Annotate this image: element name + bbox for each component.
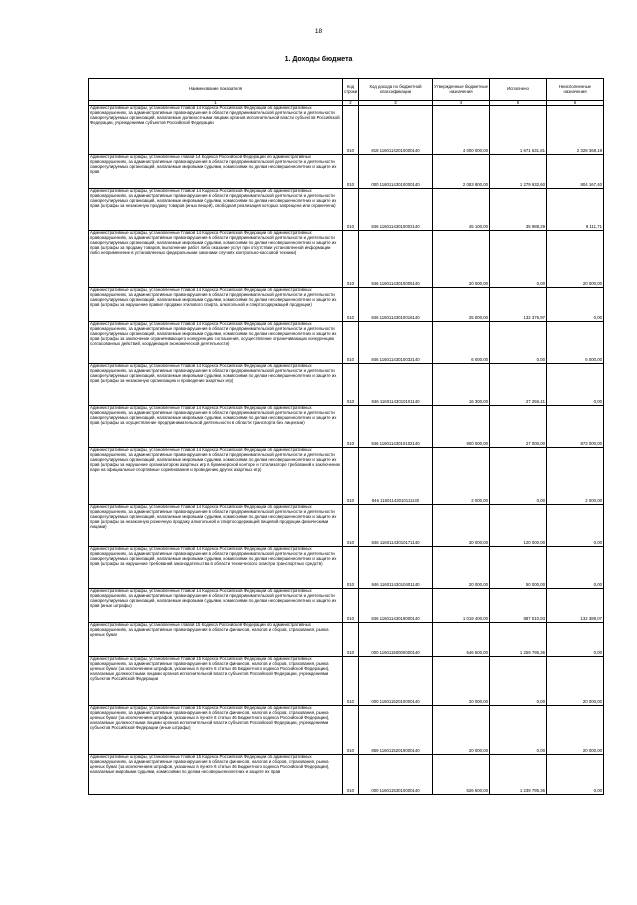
row-approved: 20 000,00 (433, 706, 490, 755)
row-executed: 0,00 (490, 448, 547, 505)
row-executed: 120 000,00 (490, 505, 547, 547)
table-row (89, 589, 604, 623)
row-executed: 887 010,93 (490, 589, 547, 623)
row-income-code: 846 11601143010102140 (359, 406, 433, 448)
row-name: Административные штрафы, установленные Главой 15 Кодекса Российской Федерации об административных правонарушениях, за административные правонарушения в области финансов, налогов и сборов, страхования, рынка ценных бумаг (за исключением штрафов, указанных в пункте 6 статьи 46 Бюджетного кодекса Российской Федерации), налагаемые должностными лицами органов исполнительной власти субъектов Российской Федерации, учреждениями субъектов Российской Федерации (иные штрафы) (89, 706, 343, 755)
row-line-code: 010 (343, 448, 359, 505)
row-line-code: 010 (343, 547, 359, 589)
row-income-code: 846 11601143010101140 (359, 364, 433, 406)
row-unexecuted: 9 111,71 (547, 189, 604, 231)
row-line-code: 010 (343, 322, 359, 364)
row-income-code: 846 11601143010111140 (359, 448, 433, 505)
row-executed: 132 376,97 (490, 288, 547, 322)
row-line-code: 010 (343, 755, 359, 795)
table-row (89, 448, 604, 505)
row-line-code: 010 (343, 155, 359, 189)
row-name: Административные штрафы, установленные Главой 14 Кодекса Российской Федерации об административных правонарушениях, за административные правонарушения в области предпринимательской деятельности и деятельности саморегулируемых организаций, налагаемые мировыми судьями, комиссиями по делам несовершеннолетних и защите их прав (штрафы за осуществление предпринимательской деятельности в области транспорта без лицензии) (89, 406, 343, 448)
header-line-code: Код строки (343, 79, 359, 101)
row-unexecuted: 20 000,00 (547, 706, 604, 755)
row-executed: 50 000,00 (490, 547, 547, 589)
row-name: Административные штрафы, установленные Главой 15 Кодекса Российской Федерации об административных правонарушениях, за административные правонарушения в области финансов, налогов и сборов, страхования, рынка ценных бумаг (за исключением штрафов, указанных в пункте 6 статьи 46 Бюджетного кодекса Российской Федерации), налагаемые должностными лицами органов исполнительной власти субъектов Российской Федерации, учреждениями субъектов Российской Федерации (89, 657, 343, 706)
row-executed: 27 256,41 (490, 364, 547, 406)
column-number: 4 (433, 101, 490, 106)
table-row (89, 755, 604, 795)
header-name: Наименование показателя (89, 79, 343, 101)
header-approved: Утвержденные бюджетные назначения (433, 79, 490, 101)
row-line-code: 010 (343, 657, 359, 706)
row-unexecuted: 0,00 (547, 755, 604, 795)
row-income-code: 000 11601153010000140 (359, 755, 433, 795)
row-approved: 30 000,00 (433, 505, 490, 547)
table-row (89, 706, 604, 755)
table-row (89, 505, 604, 547)
table-row (89, 322, 604, 364)
row-executed: 1 259 795,36 (490, 623, 547, 657)
page-number: 18 (314, 28, 323, 35)
row-executed: 1 671 631,81 (490, 106, 547, 155)
header-income-code: Код дохода по бюджетной классификации (359, 79, 433, 101)
row-approved: 2 083 800,00 (433, 155, 490, 189)
row-approved: 6 000,00 (433, 322, 490, 364)
row-line-code: 010 (343, 106, 359, 155)
row-unexecuted: 804 167,40 (547, 155, 604, 189)
table-row (89, 288, 604, 322)
row-approved: 45 100,00 (433, 189, 490, 231)
row-name: Административные штрафы, установленные Главой 14 Кодекса Российской Федерации об административных правонарушениях, за административные правонарушения в области предпринимательской деятельности и деятельности саморегулируемых организаций, налагаемые мировыми судьями, комиссиями по делам несовершеннолетних и защите их прав (штрафы за нарушение организатором азартных игр в букмекерской конторе и тотализаторе требований к заключению пари на официальные спортивные соревнования и проведению других азартных игр) (89, 448, 343, 505)
row-name: Административные штрафы, установленные Главой 14 Кодекса Российской Федерации об административных правонарушениях, за административные правонарушения в области предпринимательской деятельности и деятельности саморегулируемых организаций, налагаемые мировыми судьями, комиссиями по делам несовершеннолетних и защите их прав (штрафы за нарушение требований законодательства в области технического осмотра транспортных средств) (89, 547, 343, 589)
table-row (89, 364, 604, 406)
row-executed: 1 239 795,36 (490, 755, 547, 795)
row-unexecuted: 2 000,00 (547, 448, 604, 505)
row-executed: 27 000,00 (490, 406, 547, 448)
row-unexecuted: 0,00 (547, 505, 604, 547)
row-income-code: 000 11601150000000140 (359, 623, 433, 657)
row-approved: 900 000,00 (433, 406, 490, 448)
row-income-code: 846 11601143010005140 (359, 231, 433, 288)
row-name: Административные штрафы, установленные Главой 14 Кодекса Российской Федерации об административных правонарушениях, за административные правонарушения в области предпринимательской деятельности и деятельности саморегулируемых организаций, налагаемые мировыми судьями, комиссиями по делам несовершеннолетних и защите их прав (иные штрафы) (89, 589, 343, 623)
section-title: 1. Доходы бюджета (284, 56, 353, 63)
row-unexecuted: 20 000,00 (547, 231, 604, 288)
row-executed: 0,00 (490, 657, 547, 706)
row-approved: 1 019 400,00 (433, 589, 490, 623)
row-unexecuted: 0,00 (547, 364, 604, 406)
row-approved: 2 000,00 (433, 448, 490, 505)
row-name: Административные штрафы, установленные Главой 14 Кодекса Российской Федерации об административных правонарушениях, за административные правонарушения в области предпринимательской деятельности и деятельности саморегулируемых организаций, налагаемые мировыми судьями, комиссиями по делам несовершеннолетних и защите их прав (штрафы за незаконную продажу товаров (иных вещей), свободная реализация которых запрещена или ограничена) (89, 189, 343, 231)
row-income-code: 846 11601143010002140 (359, 189, 433, 231)
table-row (89, 406, 604, 448)
row-approved: 20 000,00 (433, 231, 490, 288)
table-row (89, 623, 604, 657)
row-unexecuted: 20 000,00 (547, 657, 604, 706)
row-income-code: 818 11601142010000140 (359, 106, 433, 155)
row-income-code: 846 11601143010032140 (359, 322, 433, 364)
row-approved: 546 600,00 (433, 623, 490, 657)
row-income-code: 000 11601152010000140 (359, 657, 433, 706)
row-line-code: 010 (343, 706, 359, 755)
column-number: 5 (490, 101, 547, 106)
row-name: Административные штрафы, установленные Главой 14 Кодекса Российской Федерации об административных правонарушениях, за административные правонарушения в области предпринимательской деятельности и деятельности саморегулируемых организаций, налагаемые должностными лицами органов исполнительной власти субъектов Российской Федерации, учреждениями субъектов Российской Федерации (89, 106, 343, 155)
row-approved: 16 300,00 (433, 364, 490, 406)
row-name: Административные штрафы, установленные Главой 14 Кодекса Российской Федерации об административных правонарушениях, за административные правонарушения в области предпринимательской деятельности и деятельности саморегулируемых организаций, налагаемые мировыми судьями, комиссиями по делам несовершеннолетних и защите их прав (штрафы за незаконную розничную продажу алкогольной и спиртосодержащей пищевой продукции физическими лицами) (89, 505, 343, 547)
row-line-code: 010 (343, 189, 359, 231)
table-header-row (89, 79, 604, 101)
row-executed: 0,00 (490, 231, 547, 288)
row-line-code: 010 (343, 623, 359, 657)
header-unexecuted: Неисполненные назначения (547, 79, 604, 101)
table-body (89, 106, 604, 795)
header-executed: Исполнено (490, 79, 547, 101)
row-unexecuted: 0,00 (547, 623, 604, 657)
row-executed: 0,00 (490, 322, 547, 364)
row-name: Административные штрафы, установленные Главой 14 Кодекса Российской Федерации об административных правонарушениях, за административные правонарушения в области предпринимательской деятельности и деятельности саморегулируемых организаций, налагаемые мировыми судьями, комиссиями по делам несовершеннолетних и защите их прав (штрафы за заключение ограничивающего конкуренцию соглашения, осуществление ограничивающих конкуренцию согласованных действий, координация экономической деятельности) (89, 322, 343, 364)
row-name: Административные штрафы, установленные главой 15 Кодекса Российской Федерации об административных правонарушениях, за административные правонарушения в области финансов, налогов и сборов, страхования, рынка ценных бумаг (89, 623, 343, 657)
row-executed: 0,00 (490, 706, 547, 755)
row-line-code: 010 (343, 231, 359, 288)
row-income-code: 846 11601143010016140 (359, 288, 433, 322)
row-unexecuted: 6 000,00 (547, 322, 604, 364)
row-unexecuted: 0,00 (547, 288, 604, 322)
row-line-code: 010 (343, 406, 359, 448)
row-name: Административные штрафы, установленные Главой 14 Кодекса Российской Федерации об административных правонарушениях, за административные правонарушения в области предпринимательской деятельности и деятельности саморегулируемых организаций, налагаемые мировыми судьями, комиссиями по делам несовершеннолетних и защите их прав (штрафы за продажу товаров, выполнение работ либо оказание услуг при отсутствии установленной информации либо неприменение в установленных федеральными законами случаях контрольно-кассовой техники) (89, 231, 343, 288)
row-unexecuted: 873 000,00 (547, 406, 604, 448)
row-line-code: 010 (343, 288, 359, 322)
table-row (89, 189, 604, 231)
column-number: 1 (89, 101, 343, 106)
row-income-code: 846 11601143019000140 (359, 589, 433, 623)
row-name: Административные штрафы, установленные Главой 14 Кодекса Российской Федерации об административных правонарушениях, за административные правонарушения в области предпринимательской деятельности и деятельности саморегулируемых организаций, налагаемые мировыми судьями, комиссиями по делам несовершеннолетних и защите их прав (штрафы за незаконную организацию и проведение азартных игр) (89, 364, 343, 406)
table-row (89, 657, 604, 706)
row-name: Административные штрафы, установленные главой 14 Кодекса Российской Федерации об административных правонарушениях, за административные правонарушения в области предпринимательской деятельности и деятельности саморегулируемых организаций, налагаемые мировыми судьями, комиссиями по делам несовершеннолетних и защите их прав (89, 155, 343, 189)
table-row (89, 155, 604, 189)
row-approved: 4 000 000,00 (433, 106, 490, 155)
row-name: Административные штрафы, установленные Главой 15 Кодекса Российской Федерации об административных правонарушениях, за административные правонарушения в области финансов, налогов и сборов, страхования, рынка ценных бумаг (за исключением штрафов, указанных в пункте 6 статьи 46 Бюджетного кодекса Российской Федерации), налагаемые мировыми судьями, комиссиями по делам несовершеннолетних и защите их прав (89, 755, 343, 795)
row-line-code: 010 (343, 589, 359, 623)
row-approved: 526 600,00 (433, 755, 490, 795)
row-executed: 1 279 632,60 (490, 155, 547, 189)
table-row (89, 231, 604, 288)
row-approved: 20 000,00 (433, 547, 490, 589)
row-approved: 20 000,00 (433, 657, 490, 706)
row-approved: 25 000,00 (433, 288, 490, 322)
row-income-code: 846 11601143010171140 (359, 505, 433, 547)
table-row (89, 106, 604, 155)
row-line-code: 010 (343, 364, 359, 406)
row-unexecuted: 132 389,07 (547, 589, 604, 623)
column-number: 2 (343, 101, 359, 106)
row-line-code: 010 (343, 505, 359, 547)
row-income-code: 846 11601143010401140 (359, 547, 433, 589)
row-income-code: 859 11601152019000140 (359, 706, 433, 755)
row-unexecuted: 2 328 368,19 (547, 106, 604, 155)
row-name: Административные штрафы, установленные Главой 14 Кодекса Российской Федерации об административных правонарушениях, за административные правонарушения в области предпринимательской деятельности и деятельности саморегулируемых организаций, налагаемые мировыми судьями, комиссиями по делам несовершеннолетних и защите их прав (штрафы за нарушение правил продажи этилового спирта, алкогольной и спиртосодержащей продукции) (89, 288, 343, 322)
row-unexecuted: 0,00 (547, 547, 604, 589)
row-income-code: 000 11601143010000140 (359, 155, 433, 189)
column-number: 3 (359, 101, 433, 106)
budget-income-table (88, 78, 604, 795)
table-row (89, 547, 604, 589)
row-executed: 35 988,29 (490, 189, 547, 231)
column-number: 6 (547, 101, 604, 106)
